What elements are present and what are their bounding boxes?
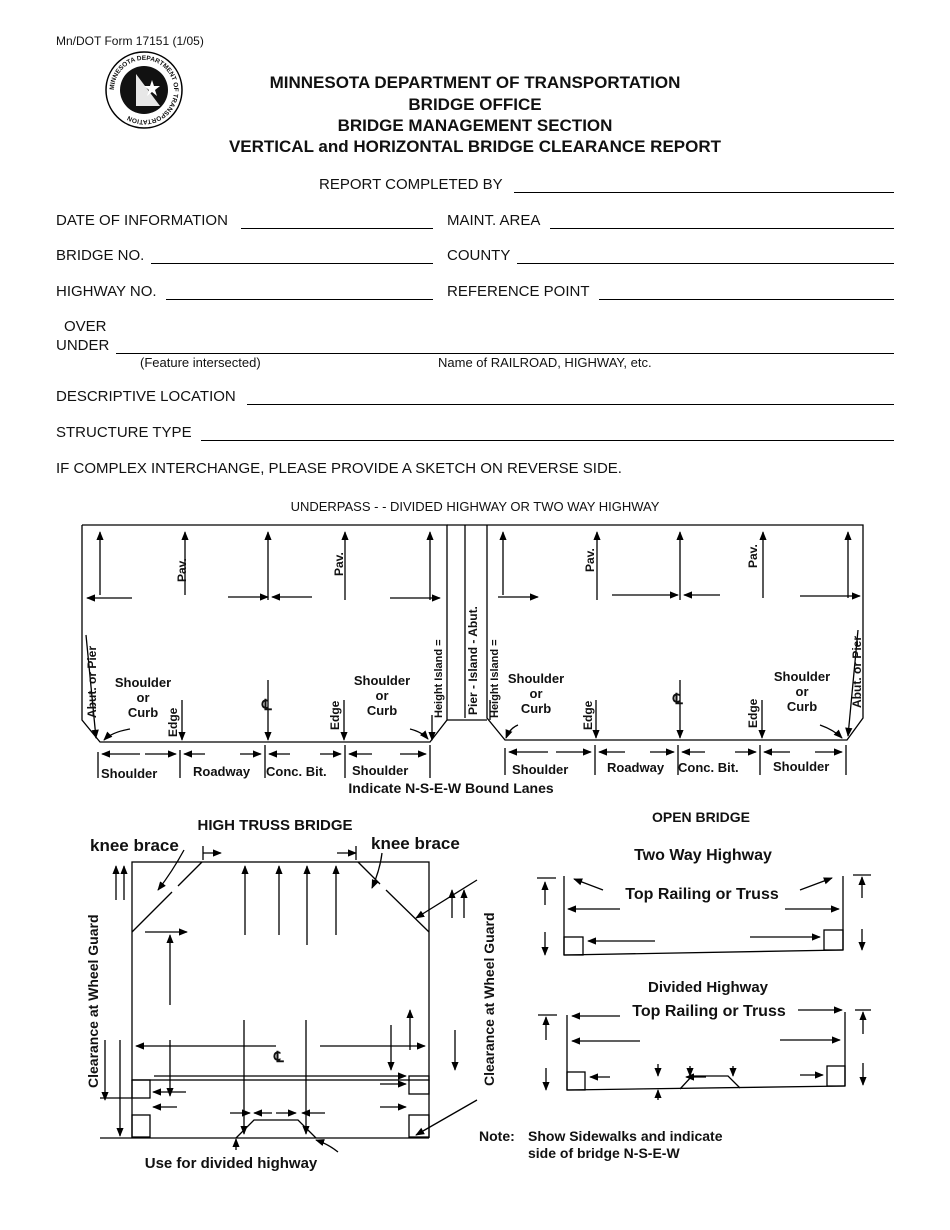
maint-area-label: MAINT. AREA (447, 212, 541, 229)
high-truss-labels (85, 817, 497, 1172)
bottom-roadway-label: Roadway (607, 760, 665, 775)
centerline-symbol: ℄ (673, 691, 683, 708)
bottom-conc-bit-label: Conc. Bit. (266, 764, 327, 779)
divided-highway-label: Divided Highway (647, 979, 769, 996)
height-island-label: Height Island = (489, 639, 501, 718)
edge-label: Edge (746, 698, 760, 728)
bottom-conc-bit-label: Conc. Bit. (678, 760, 739, 775)
bottom-roadway-label: Roadway (193, 764, 251, 779)
abut-or-pier-label: Abut. or Pier (850, 635, 864, 708)
note-label: Note: (479, 1128, 515, 1144)
open-bridge-labels (479, 809, 786, 1161)
feature-intersected-field[interactable] (116, 353, 894, 354)
header-line-2: BRIDGE OFFICE (408, 95, 542, 114)
pav-label: Pav. (332, 552, 346, 576)
bottom-shoulder-label: Shoulder (512, 762, 569, 777)
knee-brace-label-right: knee brace (371, 834, 460, 853)
maint-area-field[interactable] (550, 228, 894, 229)
form-number: Mn/DOT Form 17151 (1/05) (56, 34, 204, 48)
open-bridge-title: OPEN BRIDGE (651, 809, 751, 825)
underpass-title: UNDERPASS - - DIVIDED HIGHWAY OR TWO WAY HIGHWAY (290, 499, 660, 514)
truss-centerline-symbol: ℄ (274, 1049, 284, 1066)
curb-label: Curb (366, 703, 398, 718)
edge-label: Edge (581, 700, 595, 730)
or-label: or (529, 686, 543, 701)
descriptive-location-label: DESCRIPTIVE LOCATION (56, 388, 236, 405)
name-of-caption: Name of RAILROAD, HIGHWAY, etc. (438, 355, 652, 370)
shoulder-label: Shoulder (773, 669, 831, 684)
shoulder-label: Shoulder (507, 671, 565, 686)
report-completed-by-label: REPORT COMPLETED BY (319, 176, 503, 193)
header-line-1: MINNESOTA DEPARTMENT OF TRANSPORTATION (269, 73, 681, 92)
curb-label: Curb (127, 705, 159, 720)
pav-label: Pav. (746, 544, 760, 568)
highway-no-label: HIGHWAY NO. (56, 283, 157, 300)
note-line-2: side of bridge N-S-E-W (528, 1145, 680, 1161)
centerline-symbol: ℄ (262, 697, 272, 714)
curb-label: Curb (786, 699, 818, 714)
header-line-3: BRIDGE MANAGEMENT SECTION (337, 116, 613, 135)
knee-brace-label-left: knee brace (90, 836, 179, 855)
over-label: OVER (64, 318, 107, 335)
or-label: or (136, 690, 150, 705)
edge-label: Edge (328, 700, 342, 730)
pav-label: Pav. (583, 548, 597, 572)
note-line-1: Show Sidewalks and indicate (528, 1128, 723, 1144)
two-way-highway-label: Two Way Highway (634, 847, 772, 864)
county-field[interactable] (517, 263, 894, 264)
high-truss-diagram (100, 846, 477, 1152)
bottom-shoulder-label: Shoulder (773, 759, 830, 774)
structure-type-label: STRUCTURE TYPE (56, 424, 192, 441)
clearance-label-left: Clearance at Wheel Guard (85, 914, 101, 1088)
abut-or-pier-label: Abut. or Pier (85, 645, 99, 718)
reference-point-field[interactable] (599, 299, 894, 300)
bottom-shoulder-label: Shoulder (101, 766, 158, 781)
divided-highway-note: Use for divided highway (144, 1155, 318, 1172)
pier-island-abut-label: Pier - Island - Abut. (466, 606, 480, 715)
shoulder-label: Shoulder (114, 675, 172, 690)
high-truss-title: HIGH TRUSS BRIDGE (197, 817, 353, 834)
complex-interchange-note: IF COMPLEX INTERCHANGE, PLEASE PROVIDE A SKETCH ON REVERSE SIDE. (56, 460, 622, 477)
top-railing-label: Top Railing or Truss (625, 886, 779, 903)
underpass-labels (85, 544, 864, 796)
shoulder-label: Shoulder (353, 673, 411, 688)
or-label: or (375, 688, 389, 703)
edge-label: Edge (166, 707, 180, 737)
date-of-information-field[interactable] (241, 228, 433, 229)
curb-label: Curb (520, 701, 552, 716)
date-of-information-label: DATE OF INFORMATION (56, 212, 228, 229)
top-railing-label: Top Railing or Truss (632, 1003, 786, 1020)
pav-label: Pav. (175, 558, 189, 582)
report-completed-by-field[interactable] (514, 192, 894, 193)
bottom-shoulder-label: Shoulder (352, 763, 409, 778)
feature-intersected-caption: (Feature intersected) (140, 355, 261, 370)
or-label: or (795, 684, 809, 699)
reference-point-label: REFERENCE POINT (447, 283, 590, 300)
height-island-label: Height Island = (433, 639, 445, 718)
under-label: UNDER (56, 337, 110, 354)
bridge-no-label: BRIDGE NO. (56, 247, 145, 264)
descriptive-location-field[interactable] (247, 404, 894, 405)
page-title: VERTICAL and HORIZONTAL BRIDGE CLEARANCE REPORT (228, 137, 722, 156)
bound-lanes-note: Indicate N-S-E-W Bound Lanes (348, 780, 554, 796)
seal-text: MINNESOTA DEPARTMENT OF TRANSPORTATION (108, 54, 180, 126)
clearance-label-right: Clearance at Wheel Guard (481, 912, 497, 1086)
bridge-no-field[interactable] (151, 263, 433, 264)
county-label: COUNTY (447, 247, 511, 264)
highway-no-field[interactable] (166, 299, 433, 300)
structure-type-field[interactable] (201, 440, 894, 441)
